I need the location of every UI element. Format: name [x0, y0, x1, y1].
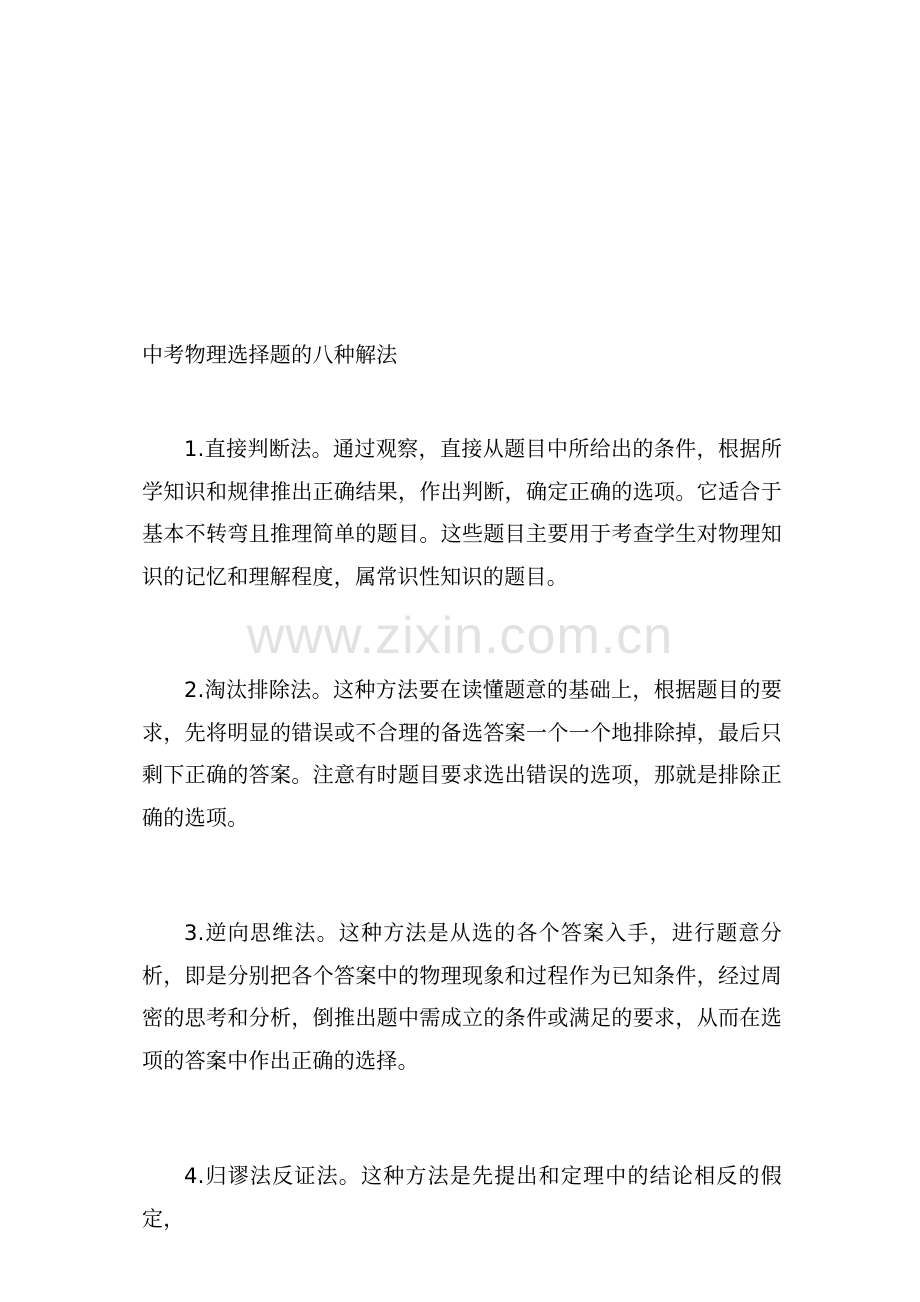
document-title: 中考物理选择题的八种解法 — [142, 343, 398, 367]
watermark: www.zixin.com.cn — [246, 607, 674, 665]
paragraph-reductio: 4.归谬法反证法。这种方法是先提出和定理中的结论相反的假定， — [142, 1164, 782, 1231]
paragraph-direct-judgment: 1.直接判断法。通过观察，直接从题目中所给出的条件，根据所学知识和规律推出正确结果，作出判断，确定正确的选项。它适合于基本不转弯且推理简单的题目。这些题目主要用于考查学生对物理知识的记忆和理解程度，属常识性知识的题目。 — [142, 437, 782, 589]
paragraph-reverse-thinking: 3.逆向思维法。这种方法是从选的各个答案入手，进行题意分析，即是分别把各个答案中的物理现象和过程作为已知条件，经过周密的思考和分析，倒推出题中需成立的条件或满足的要求，从而在选项的答案中作出正确的选择。 — [142, 921, 782, 1073]
paragraph-elimination: 2.淘汰排除法。这种方法要在读懂题意的基础上，根据题目的要求，先将明显的错误或不合理的备选答案一个一个地排除掉，最后只剩下正确的答案。注意有时题目要求选出错误的选项，那就是排除正确的选项。 — [142, 678, 782, 830]
